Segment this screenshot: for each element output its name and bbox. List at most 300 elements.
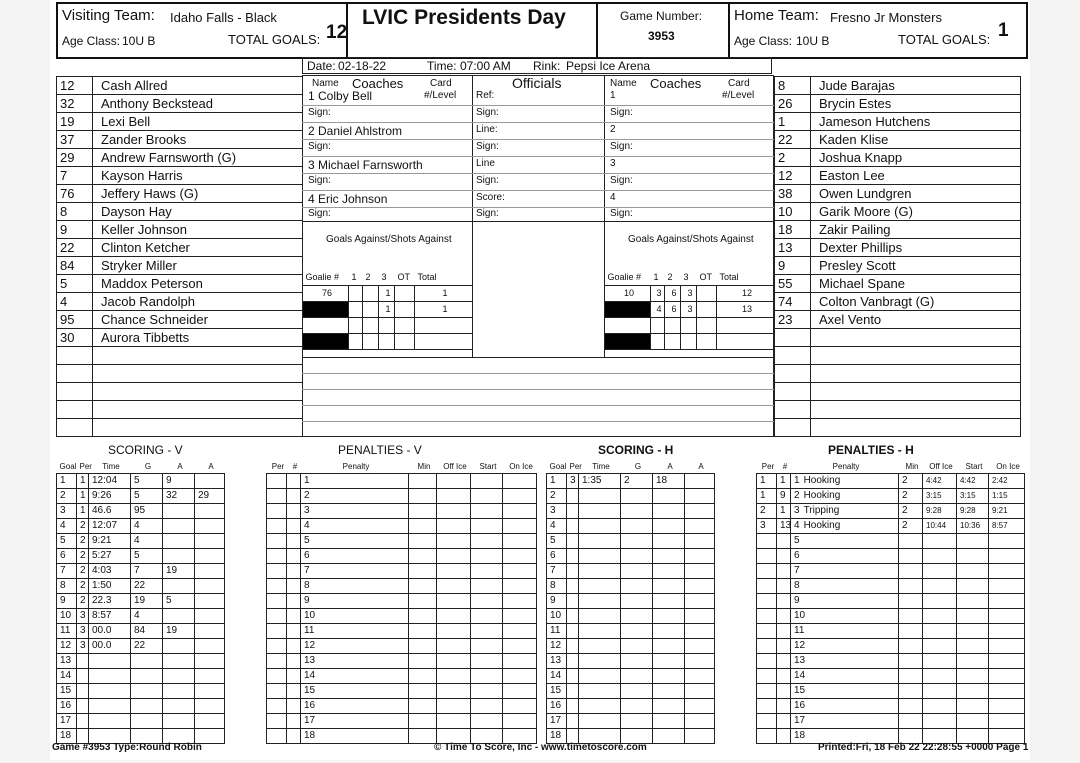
off-ice: [923, 548, 957, 563]
penalty-row: [267, 518, 537, 533]
penalties-v-title: PENALTIES - V: [338, 443, 422, 457]
time: 12:07: [89, 518, 131, 533]
assist-2: [685, 593, 715, 608]
period-1-header: 1: [653, 272, 659, 283]
shots-ot: [697, 285, 717, 301]
off-ice-header: Off Ice: [929, 461, 953, 471]
a-header: A: [667, 461, 673, 471]
visiting-age: 10U B: [122, 34, 156, 48]
officials-label: Officials: [512, 75, 562, 91]
player-number: 55: [775, 275, 811, 293]
penalty-row: [757, 518, 1025, 533]
scoring-row: [547, 713, 757, 728]
penalty-index: 3: [794, 505, 800, 516]
assist-2: [685, 683, 715, 698]
penalty-index: 16: [304, 700, 316, 711]
penalty-index: 10: [794, 610, 806, 621]
num-header: #: [292, 461, 298, 471]
goal-number: 1: [57, 473, 77, 488]
assist-1: [653, 683, 685, 698]
start: [471, 488, 503, 503]
penalty-minutes: [409, 653, 437, 668]
goal-number: 8: [547, 578, 567, 593]
assist-1: [653, 653, 685, 668]
title-box: [346, 2, 598, 59]
start: [471, 518, 503, 533]
penalty-player: [287, 653, 301, 668]
player-number: 84: [57, 257, 93, 275]
spacer: [225, 638, 267, 653]
player-number: 22: [57, 239, 93, 257]
goal-number: 12: [57, 638, 77, 653]
penalty-row: [757, 473, 1025, 488]
goal-number: 18: [547, 728, 567, 743]
assist-2: [685, 518, 715, 533]
period-3-header: 3: [381, 272, 387, 283]
penalty-player: [287, 698, 301, 713]
time: [579, 608, 621, 623]
goal-scorer: [621, 608, 653, 623]
penalty-desc: [301, 683, 409, 698]
off-ice: [437, 608, 471, 623]
time: 8:57: [89, 608, 131, 623]
assist-2: [195, 473, 225, 488]
player-number: 26: [775, 95, 811, 113]
penalty-minutes: [409, 728, 437, 743]
penalties-visiting-table: [266, 460, 537, 744]
time: [579, 623, 621, 638]
player-name: [811, 329, 1021, 347]
off-ice: [923, 638, 957, 653]
goal-header: Goal: [549, 461, 567, 471]
penalty-minutes: 2: [899, 518, 923, 533]
penalty-desc: [791, 713, 899, 728]
penalty-minutes: [899, 683, 923, 698]
on-ice: 1:15: [989, 488, 1025, 503]
visiting-roster: [56, 76, 303, 437]
roster-row: [57, 401, 303, 419]
spacer: [225, 623, 267, 638]
shots-c2: [363, 301, 379, 317]
player-name: Aurora Tibbetts: [93, 329, 303, 347]
goalie-header-row: [605, 270, 775, 285]
period: 2: [77, 578, 89, 593]
roster-row: [775, 329, 1021, 347]
period: 3: [77, 638, 89, 653]
goal-number: 14: [547, 668, 567, 683]
penalty-player: [287, 503, 301, 518]
player-name: [93, 365, 303, 383]
player-number: [57, 419, 93, 437]
shots-cell: [665, 333, 681, 349]
goal-scorer: [621, 683, 653, 698]
time: 1:50: [89, 578, 131, 593]
off-ice: [437, 593, 471, 608]
period-2-header: 2: [667, 272, 673, 283]
scoring-row: [547, 518, 757, 533]
time: [89, 683, 131, 698]
assist-2: [195, 713, 225, 728]
scoring-row: [57, 608, 267, 623]
assist-2: [195, 668, 225, 683]
player-number: 8: [775, 77, 811, 95]
penalty-minutes: [899, 608, 923, 623]
penalty-row: [757, 533, 1025, 548]
v-coach-sign-2: Sign:: [308, 141, 331, 152]
penalty-index: 6: [794, 550, 800, 561]
scoring-row: [547, 668, 757, 683]
home-total-goals-label: TOTAL GOALS:: [898, 32, 991, 47]
penalty-period: [757, 683, 777, 698]
penalty-player: [777, 533, 791, 548]
period: [567, 563, 579, 578]
goalie-number: [605, 333, 651, 349]
goal-number: 7: [57, 563, 77, 578]
start: [957, 683, 989, 698]
goal-number: 6: [547, 548, 567, 563]
penalty-index: 16: [794, 700, 806, 711]
on-ice: [503, 563, 537, 578]
time: [579, 578, 621, 593]
penalty-player: [287, 578, 301, 593]
scoring-row: [547, 683, 757, 698]
scoring-row: [547, 623, 757, 638]
scoring-row: [57, 668, 267, 683]
assist-2: [685, 488, 715, 503]
period: 2: [77, 563, 89, 578]
scoring-row: [547, 488, 757, 503]
time: [89, 653, 131, 668]
line2-sign: Sign:: [476, 175, 499, 186]
penalty-player: [287, 563, 301, 578]
start: [471, 713, 503, 728]
goal-number: 11: [57, 623, 77, 638]
roster-row: [57, 347, 303, 365]
home-age-label: Age Class:: [734, 34, 793, 48]
goal-scorer: [621, 653, 653, 668]
roster-row: [57, 365, 303, 383]
start: [471, 683, 503, 698]
start: [471, 593, 503, 608]
goal-scorer: 4: [131, 533, 163, 548]
penalty-minutes: [409, 533, 437, 548]
on-ice: [503, 488, 537, 503]
spacer: [715, 593, 757, 608]
roster-row: [775, 95, 1021, 113]
penalty-minutes: [409, 623, 437, 638]
start: [471, 623, 503, 638]
goal-scorer: 4: [131, 518, 163, 533]
time: [579, 563, 621, 578]
home-total-goals: 1: [998, 20, 1009, 41]
goalie-number: [303, 333, 349, 349]
penalty-index: 10: [304, 610, 316, 621]
shots-cell: [395, 333, 415, 349]
penalty-period: [757, 593, 777, 608]
scoring-row: [57, 548, 267, 563]
player-name: Maddox Peterson: [93, 275, 303, 293]
time: [579, 653, 621, 668]
off-ice: 9:28: [923, 503, 957, 518]
penalty-period: [757, 698, 777, 713]
roster-row: [775, 347, 1021, 365]
off-ice: [923, 653, 957, 668]
penalty-desc: [301, 653, 409, 668]
roster-row: [57, 239, 303, 257]
scoring-row: [57, 713, 267, 728]
on-ice: [503, 593, 537, 608]
penalty-index: 4: [304, 520, 310, 531]
penalty-player: 13: [777, 518, 791, 533]
player-number: 38: [775, 185, 811, 203]
player-name: Easton Lee: [811, 167, 1021, 185]
penalty-desc: [791, 683, 899, 698]
time: [579, 593, 621, 608]
roster-row: [57, 77, 303, 95]
penalty-desc: [301, 473, 409, 488]
penalty-player: 1: [777, 473, 791, 488]
period: 3: [77, 623, 89, 638]
scoring-row: [57, 698, 267, 713]
goal-scorer: 95: [131, 503, 163, 518]
player-name: Michael Spane: [811, 275, 1021, 293]
roster-row: [775, 77, 1021, 95]
player-number: [775, 383, 811, 401]
period: 2: [77, 533, 89, 548]
player-name: [93, 401, 303, 419]
goal-scorer: 19: [131, 593, 163, 608]
period: [567, 668, 579, 683]
start: [471, 563, 503, 578]
penalty-period: [267, 698, 287, 713]
scoring-row: [57, 728, 267, 743]
period: 2: [77, 518, 89, 533]
score-sign: Sign:: [476, 208, 499, 219]
roster-row: [57, 221, 303, 239]
penalty-period: [267, 683, 287, 698]
spacer: [715, 728, 757, 743]
penalty-row: [267, 533, 537, 548]
start: [957, 623, 989, 638]
goal-number: 18: [57, 728, 77, 743]
start: [957, 698, 989, 713]
penalty-row: [757, 488, 1025, 503]
player-number: 7: [57, 167, 93, 185]
roster-row: [775, 221, 1021, 239]
v-coaches-label: Coaches: [352, 76, 404, 91]
penalty-desc: [301, 518, 409, 533]
scoring-row: [57, 638, 267, 653]
coaches-officials: [302, 75, 774, 221]
assist-2: [195, 728, 225, 743]
scoring-row: [57, 578, 267, 593]
h-coach-sign-2: Sign:: [610, 141, 633, 152]
start: [957, 638, 989, 653]
shots-ot: [395, 301, 415, 317]
h-coach-4: 4: [610, 192, 616, 203]
on-ice: [503, 608, 537, 623]
game-number: 3953: [648, 29, 675, 43]
assist-1: [653, 728, 685, 743]
penalty-minutes: [899, 653, 923, 668]
player-name: [811, 383, 1021, 401]
penalty-minutes: 2: [899, 473, 923, 488]
penalty-header-row: [757, 460, 1025, 473]
home-team-name: Fresno Jr Monsters: [830, 10, 942, 25]
penalty-minutes: [409, 473, 437, 488]
on-ice: [989, 653, 1025, 668]
player-name: Cash Allred: [93, 77, 303, 95]
spacer: [225, 473, 267, 488]
on-ice: [503, 653, 537, 668]
penalty-index: 13: [794, 655, 806, 666]
penalty-period: [757, 623, 777, 638]
assist-1: [653, 578, 685, 593]
goalie-number: [303, 317, 349, 333]
penalty-desc: [791, 608, 899, 623]
v-coach-sign-3: Sign:: [308, 175, 331, 186]
penalty-player: [777, 683, 791, 698]
shots-cell: [415, 317, 473, 333]
roster-row: [57, 113, 303, 131]
assist-1: [653, 488, 685, 503]
penalty-period: [267, 668, 287, 683]
on-ice: [989, 668, 1025, 683]
penalty-index: 14: [794, 670, 806, 681]
penalty-row: [267, 683, 537, 698]
roster-row: [57, 275, 303, 293]
penalty-period: [267, 503, 287, 518]
goal-number: 5: [57, 533, 77, 548]
spacer: [715, 668, 757, 683]
assist-2: [685, 623, 715, 638]
penalty-player: [287, 668, 301, 683]
assist-2: [195, 638, 225, 653]
spacer: [225, 653, 267, 668]
assist-1: 9: [163, 473, 195, 488]
shots-cell: [697, 333, 717, 349]
penalty-row: [757, 638, 1025, 653]
period: [567, 698, 579, 713]
penalty-header: Penalty: [832, 461, 860, 471]
time: [89, 728, 131, 743]
assist-1: [163, 518, 195, 533]
shots-cell: [717, 317, 775, 333]
player-number: 1: [775, 113, 811, 131]
shots-c1: 3: [651, 285, 665, 301]
goal-scorer: [131, 698, 163, 713]
player-number: 76: [57, 185, 93, 203]
penalty-desc: [791, 623, 899, 638]
assist-1: [653, 698, 685, 713]
penalty-player: [777, 668, 791, 683]
penalty-period: [267, 653, 287, 668]
time: 4:03: [89, 563, 131, 578]
goal-number: 13: [57, 653, 77, 668]
on-ice: [989, 713, 1025, 728]
player-name: Stryker Miller: [93, 257, 303, 275]
player-name: Jacob Randolph: [93, 293, 303, 311]
goalie-number: [303, 301, 349, 317]
player-number: 37: [57, 131, 93, 149]
min-header: Min: [417, 461, 431, 471]
v-coach-sign-1: Sign:: [308, 107, 331, 118]
visiting-team-box: [56, 2, 348, 59]
time: 9:21: [89, 533, 131, 548]
goal-number: 17: [547, 713, 567, 728]
penalty-index: 5: [794, 535, 800, 546]
start: [471, 638, 503, 653]
shots-cell: [415, 333, 473, 349]
penalty-period: [267, 623, 287, 638]
penalty-player: [287, 593, 301, 608]
scoring-row: [547, 533, 757, 548]
on-ice: [503, 668, 537, 683]
time: [579, 698, 621, 713]
roster-row: [775, 383, 1021, 401]
penalty-desc: [301, 638, 409, 653]
player-number: 5: [57, 275, 93, 293]
off-ice: [437, 728, 471, 743]
penalty-row: [267, 653, 537, 668]
off-ice: [923, 728, 957, 743]
assist-1: [653, 563, 685, 578]
off-ice: [437, 563, 471, 578]
off-ice: 3:15: [923, 488, 957, 503]
spacer: [715, 698, 757, 713]
penalty-minutes: 2: [899, 488, 923, 503]
player-name: [811, 401, 1021, 419]
shots-cell: [363, 333, 379, 349]
penalty-minutes: [899, 713, 923, 728]
goal-scorer: [621, 533, 653, 548]
assist-1: [163, 728, 195, 743]
shots-cell: [665, 317, 681, 333]
penalty-period: [757, 548, 777, 563]
shots-cell: [651, 333, 665, 349]
time: 00.0: [89, 638, 131, 653]
player-number: 4: [57, 293, 93, 311]
goal-number: 9: [57, 593, 77, 608]
scoring-row: [547, 653, 757, 668]
on-ice: [989, 608, 1025, 623]
on-ice: [503, 473, 537, 488]
time: [579, 533, 621, 548]
assist-2: [195, 548, 225, 563]
goal-scorer: 5: [131, 488, 163, 503]
spacer: [715, 533, 757, 548]
penalty-player: [287, 488, 301, 503]
penalty-period: [267, 728, 287, 743]
shots-cell: [379, 333, 395, 349]
penalty-index: 4: [794, 520, 800, 531]
player-name: Colton Vanbragt (G): [811, 293, 1021, 311]
scoring-header-row: [57, 460, 267, 473]
goal-number: 3: [57, 503, 77, 518]
scoring-visiting-table: [56, 460, 267, 744]
shots-cell: [717, 333, 775, 349]
player-number: 29: [57, 149, 93, 167]
period: 1: [77, 488, 89, 503]
spacer: [225, 668, 267, 683]
period: [77, 668, 89, 683]
penalty-index: 7: [304, 565, 310, 576]
on-ice: [503, 713, 537, 728]
player-number: [775, 401, 811, 419]
roster-row: [57, 257, 303, 275]
scoring-row: [57, 683, 267, 698]
h-coach-2: 2: [610, 124, 616, 135]
